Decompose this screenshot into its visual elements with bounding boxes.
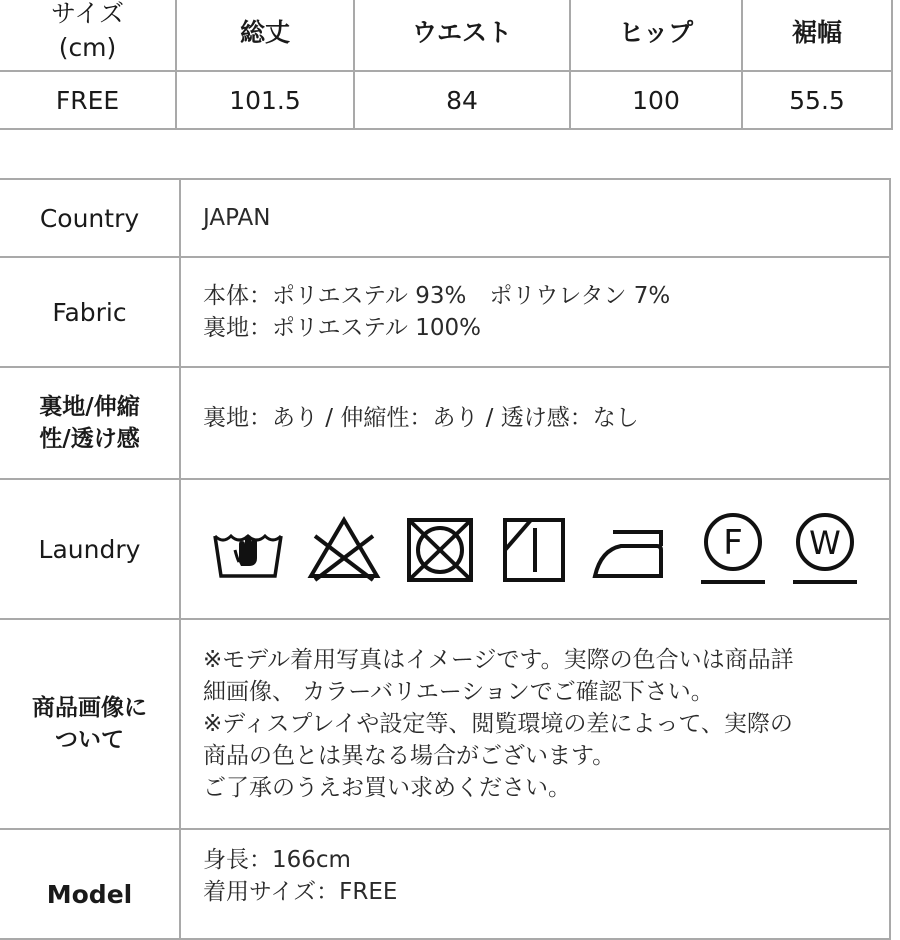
fabric-label: Fabric — [0, 257, 180, 367]
images-label — [0, 619, 180, 829]
fabric-line-lining: 裏地：ポリエステル 100% — [203, 315, 481, 341]
size-header-cell — [0, 0, 176, 71]
no-bleach-icon — [307, 514, 381, 584]
line-dry-shade-icon — [501, 514, 567, 584]
fabric-value — [180, 257, 890, 367]
waist-header: ウエスト — [354, 0, 570, 71]
no-tumble-dry-icon — [403, 514, 477, 584]
size-value-row — [0, 71, 892, 129]
laundry-row — [0, 479, 890, 619]
model-row — [0, 829, 890, 939]
fabric-row — [0, 257, 890, 367]
laundry-value — [180, 479, 890, 619]
features-text: 裏地：あり / 伸縮性：あり / 透け感：なし — [203, 405, 639, 431]
size-header-row — [0, 0, 892, 71]
images-line-3: ※ディスプレイや設定等、閲覧環境の差によって、実際の — [203, 711, 793, 737]
size-header-unit: (cm) — [58, 33, 117, 62]
country-text: JAPAN — [203, 205, 271, 231]
images-line-4: 商品の色とは異なる場合がございます。 — [203, 743, 616, 769]
total-length-header: 総丈 — [176, 0, 354, 71]
country-row — [0, 179, 890, 257]
size-header-label: サイズ — [50, 0, 124, 28]
model-height: 身長：166cm — [203, 847, 351, 873]
laundry-label: Laundry — [0, 479, 180, 619]
hand-wash-icon — [209, 514, 287, 584]
size-value: FREE — [0, 71, 176, 129]
images-line-2: 細画像、 カラーバリエーションでご確認下さい。 — [203, 679, 714, 705]
wet-clean-letter: W — [809, 524, 841, 562]
features-label — [0, 367, 180, 479]
images-label-line1: 商品画像に — [32, 695, 147, 721]
waist-value: 84 — [354, 71, 570, 129]
hem-width-header: 裾幅 — [742, 0, 892, 71]
laundry-icons — [209, 510, 889, 588]
model-label-text: Model — [46, 880, 133, 909]
dry-clean-f-icon — [697, 510, 769, 588]
hip-header: ヒップ — [570, 0, 742, 71]
model-size: 着用サイズ：FREE — [203, 879, 398, 905]
images-row — [0, 619, 890, 829]
wet-clean-w-icon — [789, 510, 861, 588]
total-length-value: 101.5 — [176, 71, 354, 129]
fabric-line-body: 本体：ポリエステル 93% ポリウレタン 7% — [203, 283, 671, 309]
country-label: Country — [0, 179, 180, 257]
country-value — [180, 179, 890, 257]
dry-clean-letter: F — [723, 523, 743, 563]
features-row — [0, 367, 890, 479]
images-label-line2: ついて — [55, 727, 124, 753]
images-line-1: ※モデル着用写真はイメージです。実際の色合いは商品詳 — [203, 647, 794, 673]
size-table — [0, 0, 893, 130]
images-value — [180, 619, 890, 829]
info-table — [0, 178, 891, 940]
features-value — [180, 367, 890, 479]
iron-low-icon — [591, 514, 675, 584]
model-value — [180, 829, 890, 939]
images-line-5: ご了承のうえお買い求めください。 — [203, 775, 571, 801]
features-label-line1: 裏地/伸縮 — [39, 394, 140, 420]
model-label — [0, 829, 180, 939]
hip-value: 100 — [570, 71, 742, 129]
hem-width-value: 55.5 — [742, 71, 892, 129]
features-label-line2: 性/透け感 — [39, 426, 140, 452]
